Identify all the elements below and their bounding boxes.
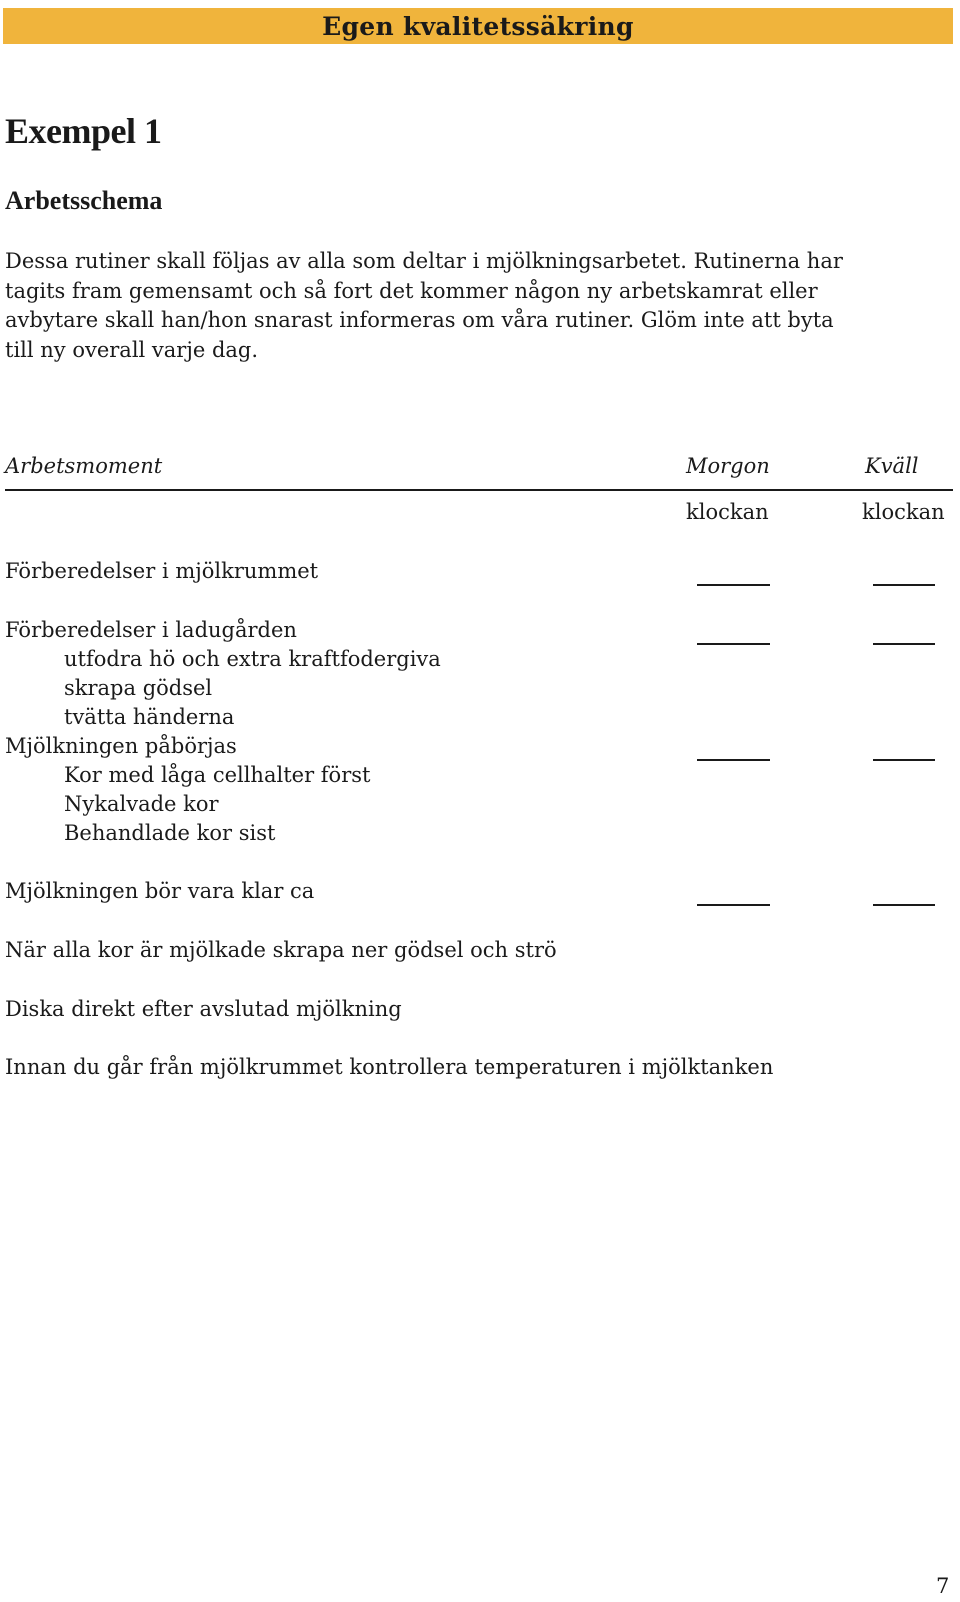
evening-time-blank[interactable] — [873, 759, 935, 761]
morning-time-blank[interactable] — [697, 759, 770, 761]
intro-line: till ny overall varje dag. — [5, 337, 259, 362]
subtask-treated: Behandlade kor sist — [64, 821, 276, 845]
subtask-scrape: skrapa gödsel — [64, 676, 213, 700]
task-milking-starts: Mjölkningen påbörjas — [5, 734, 237, 758]
section-banner — [3, 8, 953, 44]
task-dishes: Diska direkt efter avslutad mjölkning — [5, 997, 402, 1021]
section-subtitle: Arbetsschema — [5, 186, 163, 215]
subtask-low-cell: Kor med låga cellhalter först — [64, 763, 371, 787]
subtask-wash-hands: tvätta händerna — [64, 705, 235, 729]
evening-time-blank[interactable] — [873, 584, 935, 586]
task-prep-barn: Förberedelser i ladugården — [5, 618, 297, 642]
page-number: 7 — [936, 1574, 950, 1598]
task-milking-done: Mjölkningen bör vara klar ca — [5, 879, 315, 903]
evening-time-blank[interactable] — [873, 643, 935, 645]
morning-time-blank[interactable] — [697, 904, 770, 906]
morning-time-blank[interactable] — [697, 584, 770, 586]
evening-time-blank[interactable] — [873, 904, 935, 906]
subtask-newly-calved: Nykalvade kor — [64, 792, 219, 816]
task-temperature: Innan du går från mjölkrummet kontrollera temperaturen i mjölktanken — [5, 1055, 774, 1079]
column-header-task: Arbetsmoment — [5, 454, 163, 478]
intro-paragraph — [5, 247, 935, 365]
task-prep-milkroom: Förberedelser i mjölkrummet — [5, 559, 319, 583]
subheader-evening-time: klockan — [862, 500, 945, 524]
subheader-morning-time: klockan — [686, 500, 769, 524]
task-after-milking: När alla kor är mjölkade skrapa ner gödsel och strö — [5, 938, 557, 962]
intro-line: Dessa rutiner skall följas av alla som deltar i mjölkningsarbetet. Rutinerna har — [5, 249, 843, 273]
morning-time-blank[interactable] — [697, 643, 770, 645]
column-header-morning: Morgon — [686, 454, 770, 478]
banner-title: Egen kvalitetssäkring — [322, 11, 634, 41]
header-divider — [5, 489, 953, 491]
intro-line: tagits fram gemensamt och så fort det kommer någon ny arbetskamrat eller — [5, 278, 818, 303]
column-header-evening: Kväll — [865, 454, 919, 478]
page-title: Exempel 1 — [5, 111, 162, 151]
subtask-feed: utfodra hö och extra kraftfodergiva — [64, 647, 441, 671]
intro-line: avbytare skall han/hon snarast informeras om våra rutiner. Glöm inte att byta — [5, 308, 834, 332]
